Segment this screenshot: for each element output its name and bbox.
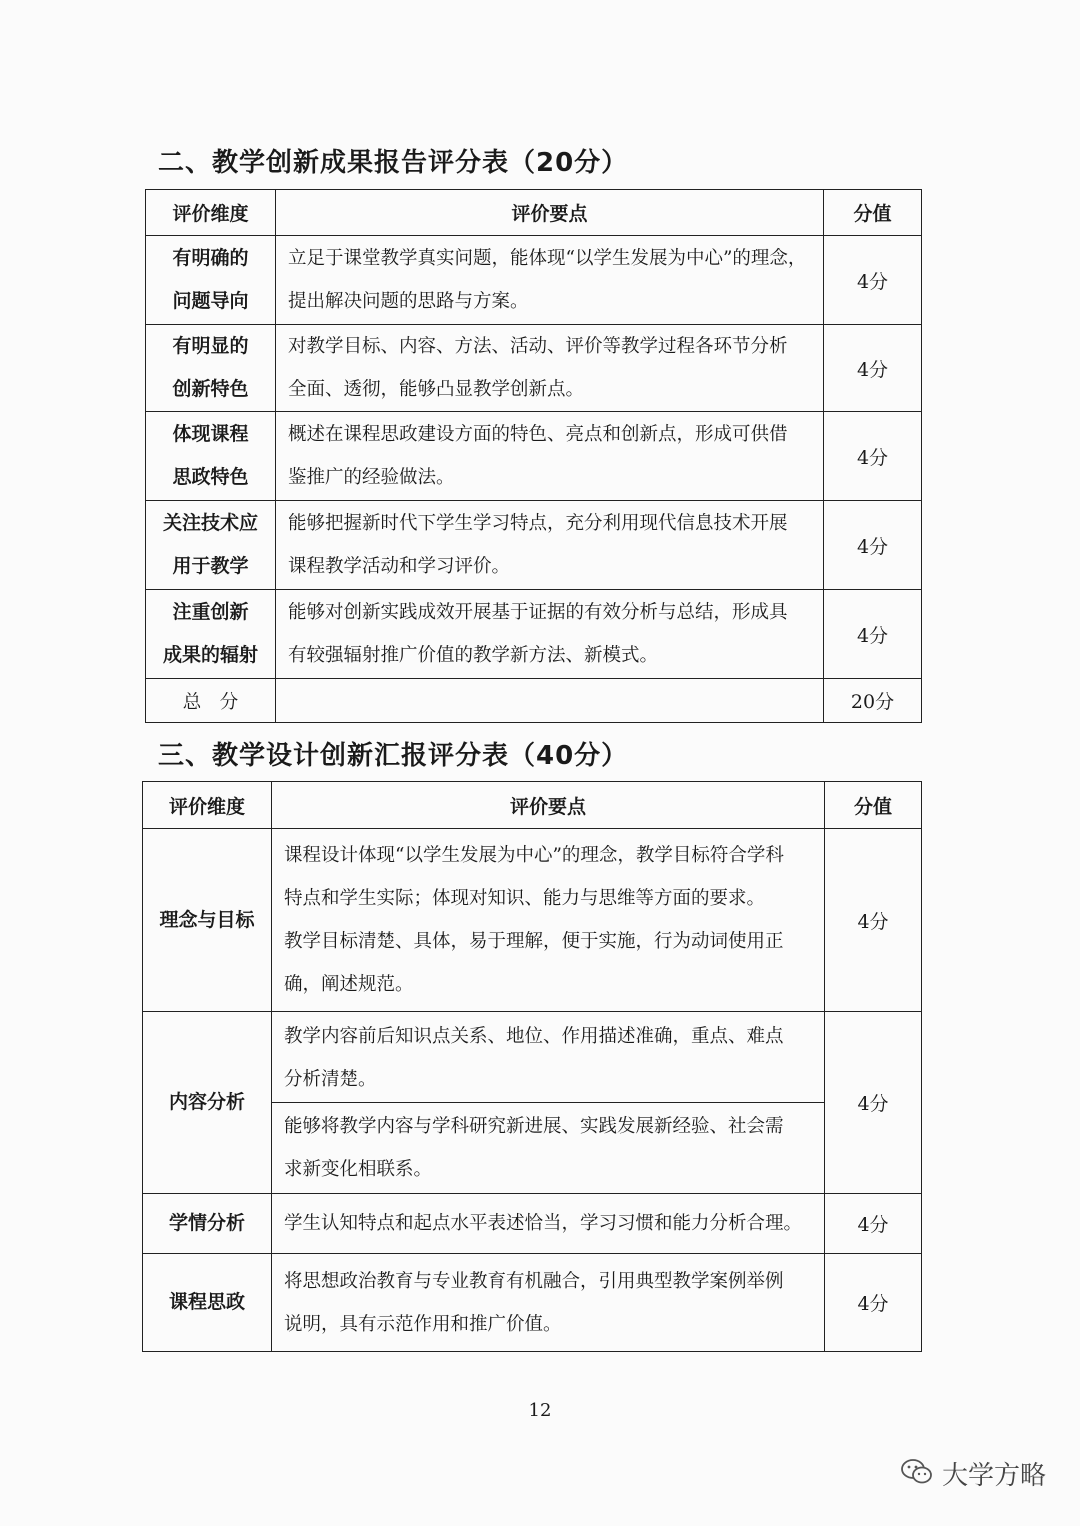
dimension-cell: 课程思政: [143, 1254, 272, 1352]
dimension-cell: 注重创新 成果的辐射: [146, 590, 276, 679]
total-empty-cell: [276, 679, 824, 723]
points-cell: 能够对创新实践成效开展基于证据的有效分析与总结，形成具 有较强辐射推广价值的教学新方法、新模式。: [276, 590, 824, 679]
page-number: 12: [528, 1400, 552, 1421]
dimension-cell: 体现课程 思政特色: [146, 412, 276, 501]
dimension-cell: 学情分析: [143, 1194, 272, 1254]
points-cell: 立足于课堂教学真实问题，能体现“以学生发展为中心”的理念， 提出解决问题的思路与方案。: [276, 236, 824, 325]
header-dimension: 评价维度: [146, 190, 276, 236]
points-cell: 能够把握新时代下学生学习特点，充分利用现代信息技术开展 课程教学活动和学习评价。: [276, 501, 824, 590]
score-cell: 4分: [824, 236, 922, 325]
points-cell: 课程设计体现“以学生发展为中心”的理念，教学目标符合学科 特点和学生实际；体现对知识、能力与思维等方面的要求。 教学目标清楚、具体，易于理解，便于实施，行为动词使用正 确，阐述规范。: [272, 829, 825, 1012]
points-cell: 学生认知特点和起点水平表述恰当，学习习惯和能力分析合理。: [272, 1194, 825, 1254]
table-header-row: [143, 782, 922, 829]
score-cell: 4分: [825, 829, 922, 1012]
points-part-a: 教学内容前后知识点关系、地位、作用描述准确，重点、难点 分析清楚。: [272, 1012, 824, 1103]
table-row: [143, 829, 922, 1012]
total-row: [146, 679, 922, 723]
score-cell: 4分: [824, 325, 922, 412]
table-row: [143, 1194, 922, 1254]
table-row: [143, 1254, 922, 1352]
dimension-cell: 关注技术应 用于教学: [146, 501, 276, 590]
points-part-b: 能够将教学内容与学科研究新进展、实践发展新经验、社会需 求新变化相联系。: [284, 1116, 784, 1180]
table-row: [146, 501, 922, 590]
points-cell: 概述在课程思政建设方面的特色、亮点和创新点，形成可供借 鉴推广的经验做法。: [276, 412, 824, 501]
points-cell: 对教学目标、内容、方法、活动、评价等教学过程各环节分析 全面、透彻，能够凸显教学创新点。: [276, 325, 824, 412]
score-cell: 4分: [824, 501, 922, 590]
table-row: [146, 590, 922, 679]
score-cell: 4分: [825, 1194, 922, 1254]
section-title-2: 三、教学设计创新汇报评分表（40分）: [158, 741, 629, 771]
wechat-icon: [900, 1457, 934, 1491]
table-row: [143, 1012, 922, 1194]
table-row: [146, 412, 922, 501]
table-row: [146, 236, 922, 325]
scoring-table-2: [142, 781, 922, 1352]
total-label: 总 分: [146, 679, 276, 723]
header-points: 评价要点: [276, 190, 824, 236]
section-title-1: 二、教学创新成果报告评分表（20分）: [158, 148, 629, 178]
score-cell: 4分: [825, 1012, 922, 1194]
header-score: 分值: [824, 190, 922, 236]
watermark-text: 大学方略: [942, 1461, 1047, 1491]
table-row: [146, 325, 922, 412]
dimension-cell: 有明确的 问题导向: [146, 236, 276, 325]
watermark: [900, 1455, 1046, 1492]
header-dimension: 评价维度: [143, 782, 272, 829]
points-cell: [272, 1012, 825, 1194]
dimension-cell: 内容分析: [143, 1012, 272, 1194]
points-cell: 将思想政治教育与专业教育有机融合，引用典型教学案例举例 说明，具有示范作用和推广价值。: [272, 1254, 825, 1352]
score-cell: 4分: [824, 412, 922, 501]
scoring-table-1: [145, 189, 922, 723]
score-cell: 4分: [824, 590, 922, 679]
header-score: 分值: [825, 782, 922, 829]
total-score: 20分: [824, 679, 922, 723]
score-cell: 4分: [825, 1254, 922, 1352]
table-header-row: [146, 190, 922, 236]
dimension-cell: 有明显的 创新特色: [146, 325, 276, 412]
dimension-cell: 理念与目标: [143, 829, 272, 1012]
header-points: 评价要点: [272, 782, 825, 829]
